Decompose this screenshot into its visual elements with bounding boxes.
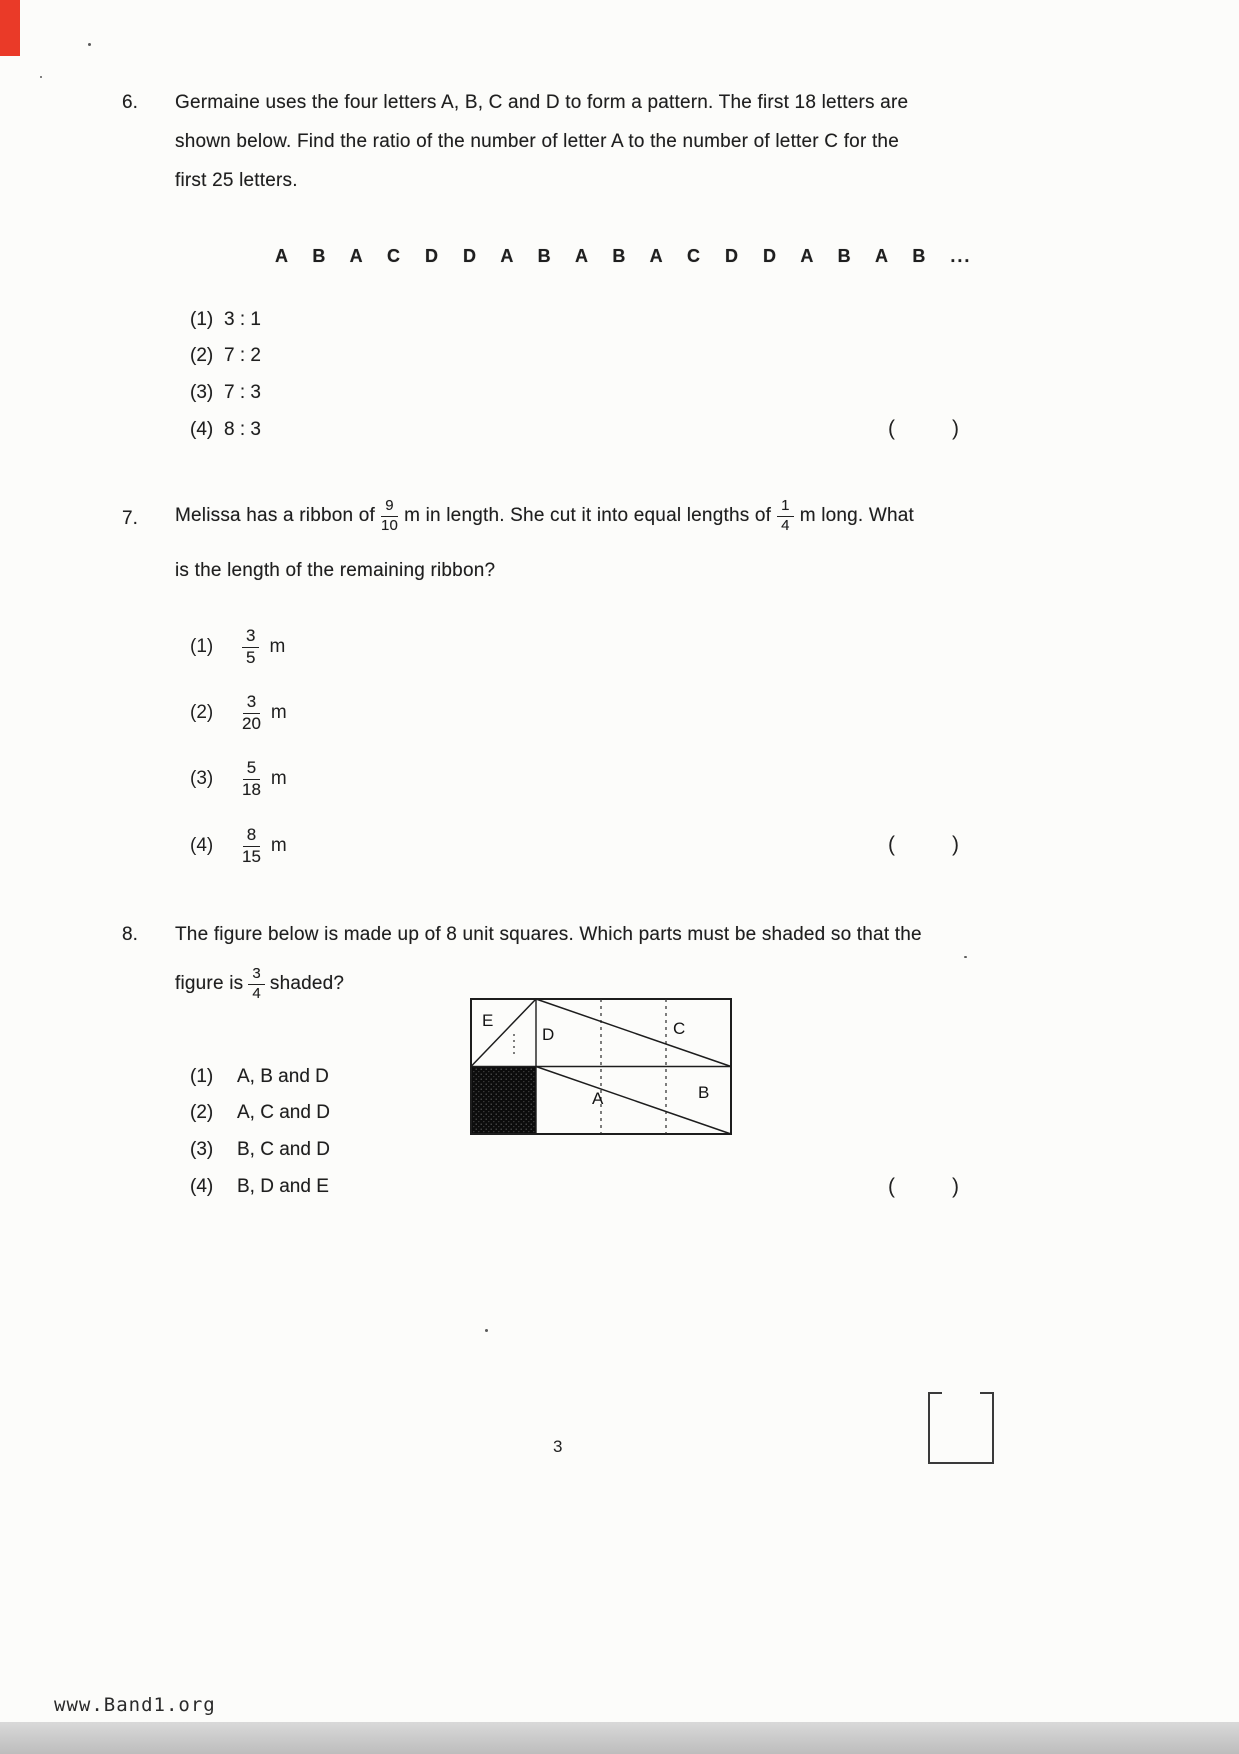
region-label-e: E xyxy=(482,1011,494,1030)
q6-option-1 xyxy=(190,309,261,331)
fraction-numerator: 3 xyxy=(242,627,259,648)
stem-text: Melissa has a ribbon of xyxy=(175,505,375,526)
region-label-a: A xyxy=(592,1089,604,1108)
fraction-numerator: 5 xyxy=(243,759,260,780)
option-label: (1) xyxy=(190,1066,214,1087)
fraction-5-18 xyxy=(242,759,261,799)
stem-text: m in length. She cut it into equal lengths of xyxy=(404,505,772,526)
q8-answer-bracket-open: ( xyxy=(888,1175,895,1198)
fraction-numerator: 3 xyxy=(248,966,265,985)
figure-svg xyxy=(470,998,732,1135)
q8-option-2 xyxy=(190,1102,330,1124)
question-8-line2 xyxy=(175,962,344,1006)
question-6-number: 6. xyxy=(122,92,138,113)
question-7-line2: is the length of the remaining ribbon? xyxy=(175,560,496,581)
question-8-line1: The figure below is made up of 8 unit squares. Which parts must be shaded so that the xyxy=(175,924,922,945)
option-text: 8 : 3 xyxy=(224,419,261,440)
scan-speck xyxy=(40,76,42,78)
q8-option-3 xyxy=(190,1139,330,1161)
fraction-3-20 xyxy=(242,693,261,733)
option-text: B, D and E xyxy=(237,1176,329,1197)
option-text: 7 : 3 xyxy=(224,382,261,403)
q6-option-3 xyxy=(190,382,261,404)
region-label-c: C xyxy=(673,1019,686,1038)
question-8-number: 8. xyxy=(122,924,138,945)
fraction-denominator: 15 xyxy=(242,846,261,866)
q7-answer-bracket-close: ) xyxy=(952,833,959,856)
region-label-d: D xyxy=(542,1025,555,1044)
option-text: A, C and D xyxy=(237,1102,330,1123)
fraction-numerator: 8 xyxy=(243,826,260,847)
shaded-square xyxy=(471,1067,536,1134)
option-text: 7 : 2 xyxy=(224,345,261,366)
option-label: (4) xyxy=(190,1176,214,1197)
q8-option-4 xyxy=(190,1176,329,1198)
q7-option-1 xyxy=(190,619,285,675)
option-label: (4) xyxy=(190,835,214,856)
q6-option-4 xyxy=(190,419,261,441)
option-label: (3) xyxy=(190,768,214,789)
unit-label: m xyxy=(270,768,287,789)
q8-answer-bracket-close: ) xyxy=(952,1175,959,1198)
unit-squares-figure xyxy=(470,998,732,1140)
fraction-8-15 xyxy=(242,826,261,866)
option-label: (1) xyxy=(190,636,214,657)
scan-speck xyxy=(88,43,91,46)
option-label: (1) xyxy=(190,309,214,330)
q7-option-2 xyxy=(190,685,287,741)
fraction-9-10 xyxy=(381,498,398,534)
question-7-number: 7. xyxy=(122,508,138,529)
option-text: A, B and D xyxy=(237,1066,329,1087)
unit-label: m xyxy=(269,636,286,657)
fraction-3-5 xyxy=(242,627,259,667)
fraction-denominator: 20 xyxy=(242,713,261,733)
q7-option-4 xyxy=(190,818,287,874)
q8-option-1 xyxy=(190,1066,329,1088)
q7-option-3 xyxy=(190,751,287,807)
scan-speck xyxy=(964,956,967,958)
question-6-line2: shown below. Find the ratio of the number of letter A to the number of letter C for the xyxy=(175,131,899,152)
diagonal-top xyxy=(536,999,731,1067)
option-text: 3 : 1 xyxy=(224,309,261,330)
stem-text: figure is xyxy=(175,973,244,994)
unit-label: m xyxy=(270,702,287,723)
diagonal-e xyxy=(471,999,536,1067)
page-number: 3 xyxy=(553,1437,563,1456)
fraction-numerator: 1 xyxy=(777,498,794,517)
region-label-b: B xyxy=(698,1083,710,1102)
footer-url: www.Band1.org xyxy=(54,1694,216,1716)
fraction-denominator: 4 xyxy=(252,984,261,1002)
option-label: (2) xyxy=(190,345,214,366)
question-6-line3: first 25 letters. xyxy=(175,170,298,191)
scan-speck xyxy=(485,1329,488,1332)
fraction-denominator: 4 xyxy=(781,516,790,534)
score-box xyxy=(928,1392,994,1464)
question-6-line1: Germaine uses the four letters A, B, C and D to form a pattern. The first 18 letters are xyxy=(175,92,909,113)
q6-option-2 xyxy=(190,345,261,367)
q6-answer-bracket-open: ( xyxy=(888,417,895,440)
fraction-denominator: 18 xyxy=(242,779,261,799)
question-7-line1 xyxy=(175,490,914,542)
fraction-3-4 xyxy=(248,966,265,1002)
fraction-numerator: 9 xyxy=(381,498,398,517)
letter-pattern: A B A C D D A B A B A C D D A B A B ... xyxy=(275,246,972,266)
fraction-denominator: 5 xyxy=(246,647,256,667)
option-label: (3) xyxy=(190,382,214,403)
stem-text: shaded? xyxy=(269,973,345,994)
fraction-1-4 xyxy=(777,498,794,534)
fraction-numerator: 3 xyxy=(243,693,260,714)
option-label: (3) xyxy=(190,1139,214,1160)
q6-answer-bracket-close: ) xyxy=(952,417,959,440)
option-text: B, C and D xyxy=(237,1139,330,1160)
red-margin-stamp xyxy=(0,0,20,56)
fraction-denominator: 10 xyxy=(380,516,399,534)
q7-answer-bracket-open: ( xyxy=(888,833,895,856)
option-label: (2) xyxy=(190,702,214,723)
stem-text: m long. What xyxy=(799,505,915,526)
option-label: (2) xyxy=(190,1102,214,1123)
unit-label: m xyxy=(270,835,287,856)
option-label: (4) xyxy=(190,419,214,440)
scan-bottom-band xyxy=(0,1722,1239,1754)
